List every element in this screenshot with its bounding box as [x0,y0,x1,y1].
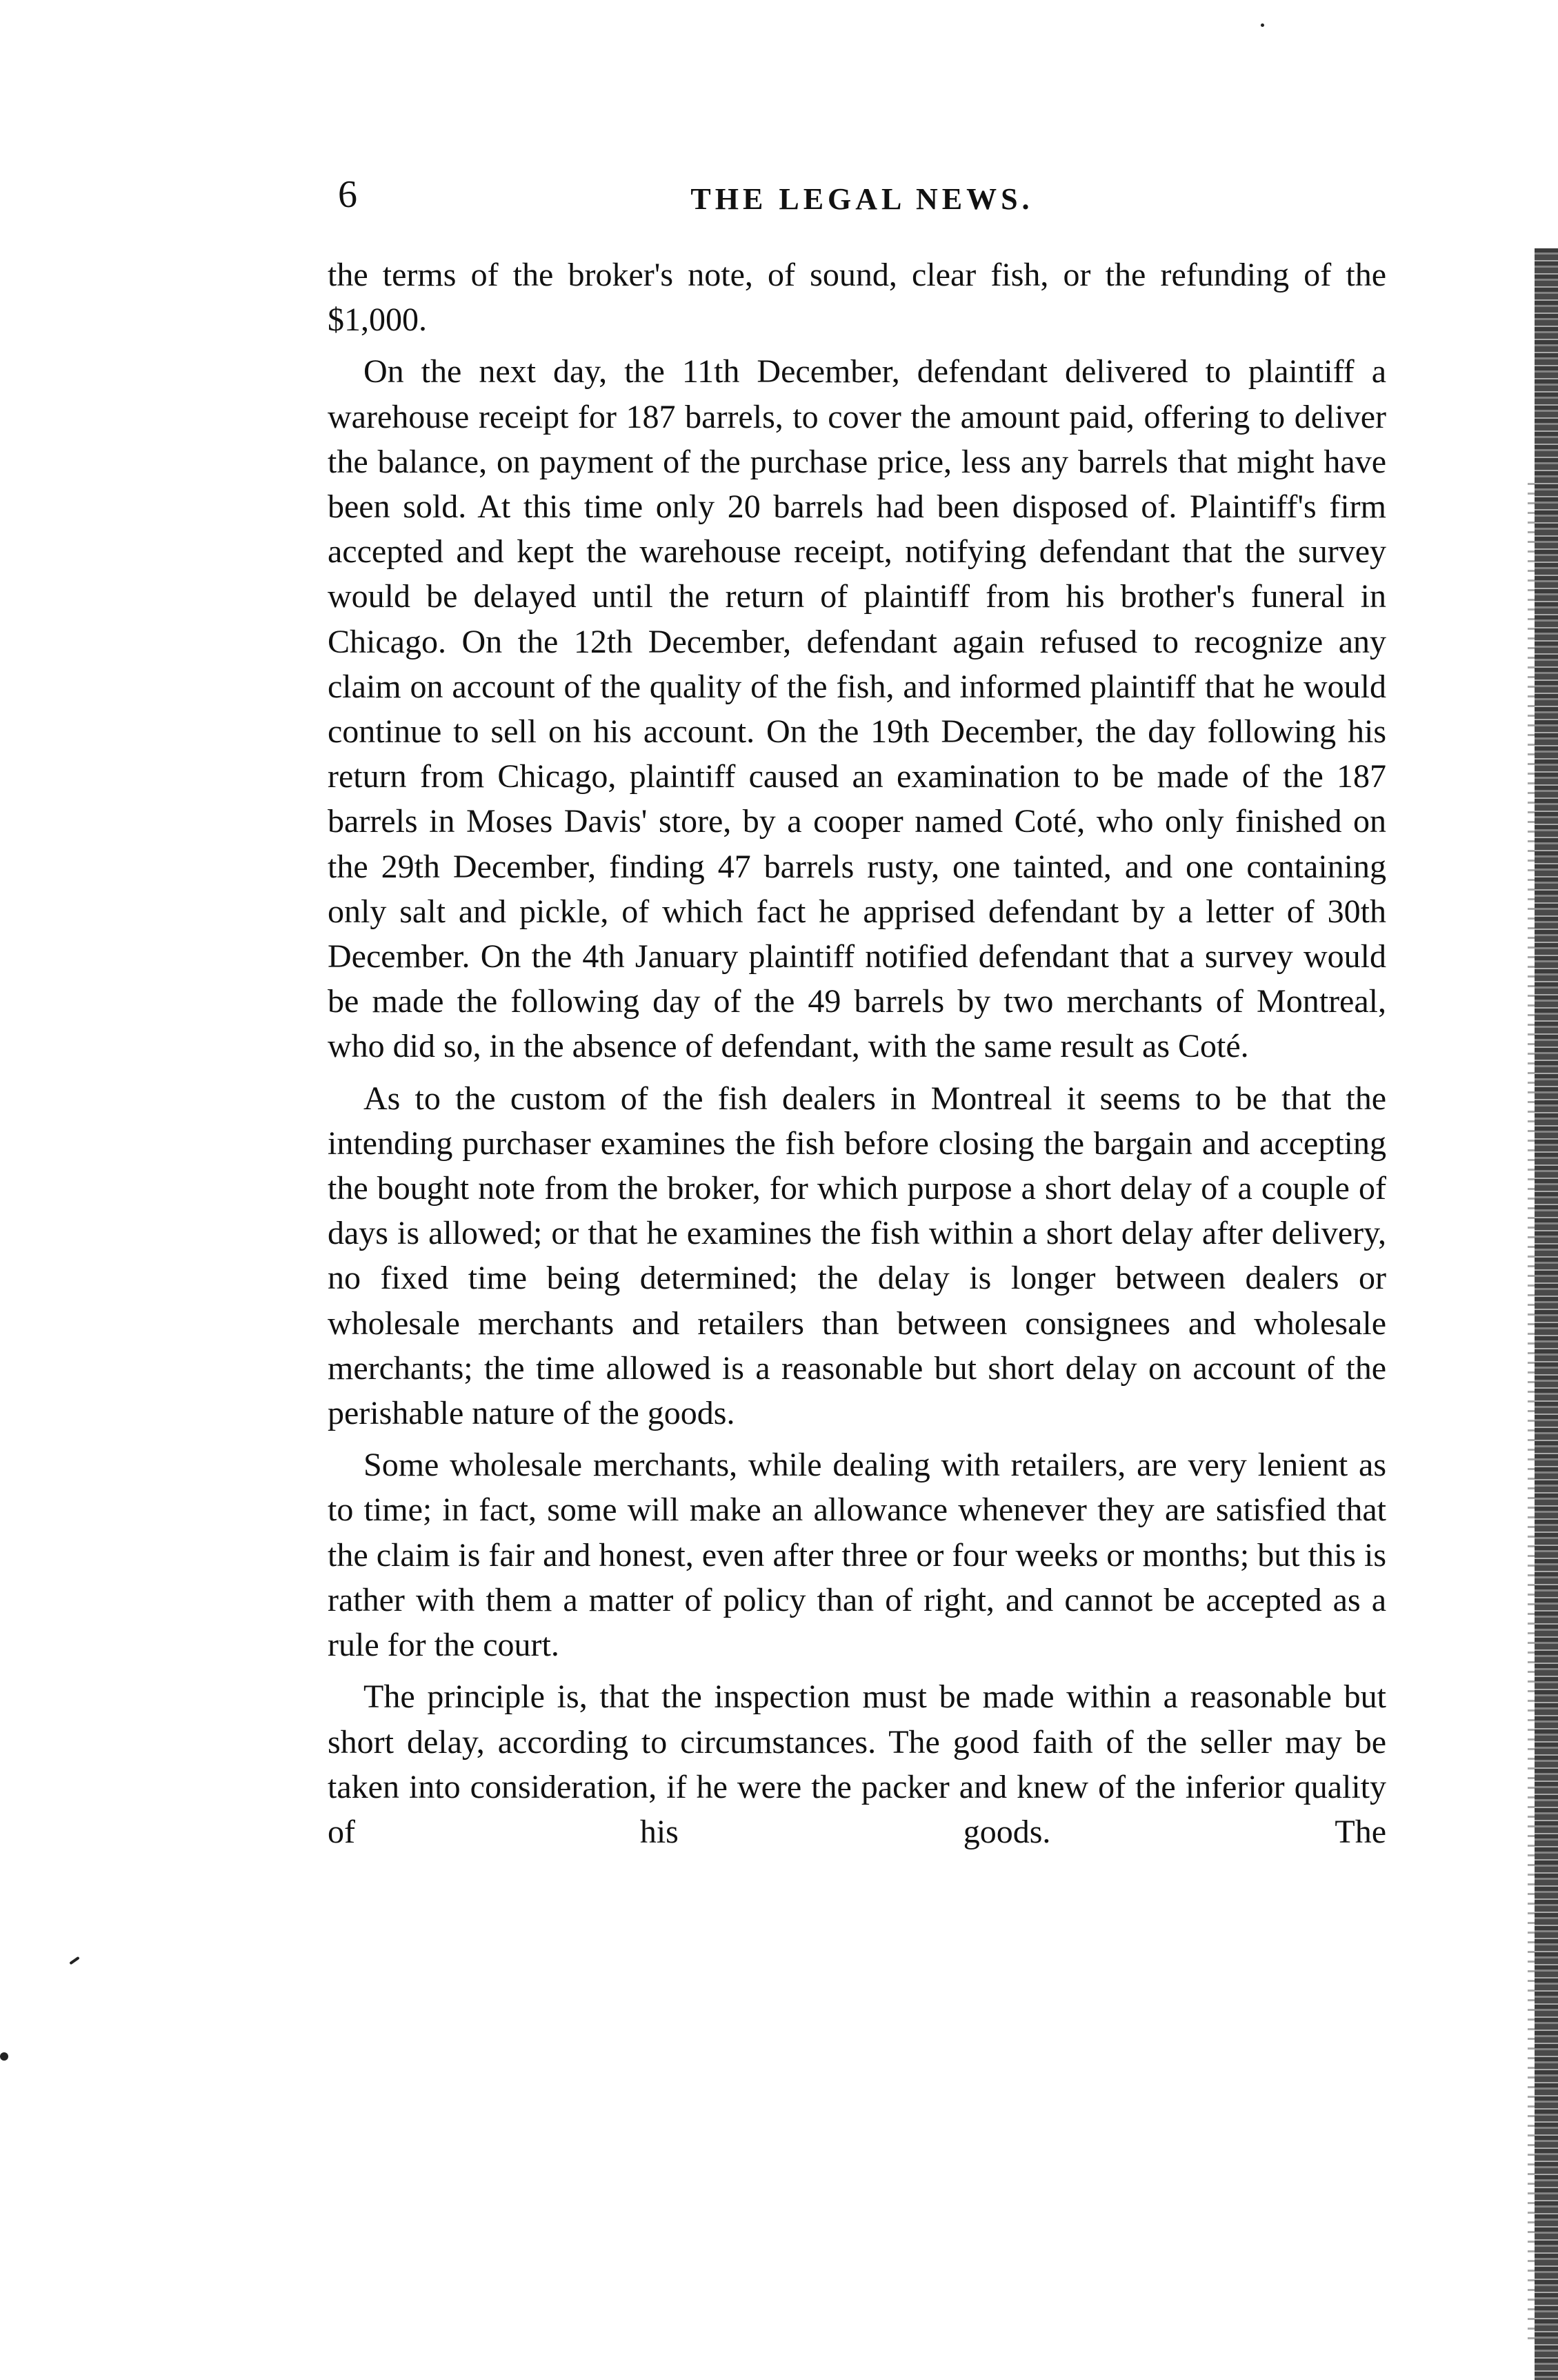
scanned-page-edge-shadow [1528,483,1535,2346]
page-header [338,172,1386,228]
paragraph-continued: the terms of the broker's note, of sound, clear fish, or the refunding of the $1,000. [328,257,1386,339]
scan-speck [1261,23,1264,27]
paragraph: As to the custom of the fish dealers in Montreal it seems to be that the intending purchaser examines the fish before closing the bargain and accepting the bought note from the broker, for which purpose a short delay of a couple of days is allowed; or that he examines the fish within a short delay after delivery, no fixed time being determined; the delay is longer between dealers or wholesale merchants and retailers than between consignees and wholesale merchants; the time allowed is a reasonable but short delay on account of the perishable nature of the goods. [328,1080,1386,1432]
running-title: THE LEGAL NEWS. [690,182,1034,216]
scan-speck [0,2052,8,2061]
paragraph: Some wholesale merchants, while dealing with retailers, are very lenient as to time; in fact, some will make an allowance whenever they are satisfied that the claim is fair and honest, even after three or four weeks or months; but this is rather with them a matter of policy than of right, and cannot be accepted as a rule for the court. [328,1447,1386,1664]
article-body [328,252,1386,1861]
paragraph: On the next day, the 11th December, defendant delivered to plaintiff a warehouse receipt for 187 barrels, to cover the amount paid, offering to deliver the balance, on payment of the purchase price, less any barrels that might have been sold. At this time only 20 barrels had been disposed of. Plaintiff's firm accepted and kept the warehouse receipt, notifying defendant that the survey would be delayed until the return of plaintiff from his brother's funeral in Chicago. On the 12th December, defendant again refused to recognize any claim on account of the quality of the fish, and informed plaintiff that he would continue to sell on his account. On the 19th December, the day following his return from Chicago, plaintiff caused an examination to be made of the 187 barrels in Moses Davis' store, by a cooper named Coté, who only finished on the 29th December, finding 47 barrels rusty, one tainted, and one containing only salt and pickle, of which fact he apprised defendant by a letter of 30th December. On the 4th January plaintiff notified defendant that a survey would be made the following day of the 49 barrels by two merchants of Montreal, who did so, in the absence of defendant, with the same result as Coté. [328,353,1386,1065]
paragraph: The principle is, that the inspection must be made within a reasonable but short delay, according to circumstances. The good faith of the seller may be taken into consideration, if he were the packer and knew of the inferior quality of his goods. The [328,1678,1386,1850]
scanned-page-edge [1535,248,1558,2380]
scan-speck [69,1956,79,1965]
page-number: 6 [338,173,357,216]
